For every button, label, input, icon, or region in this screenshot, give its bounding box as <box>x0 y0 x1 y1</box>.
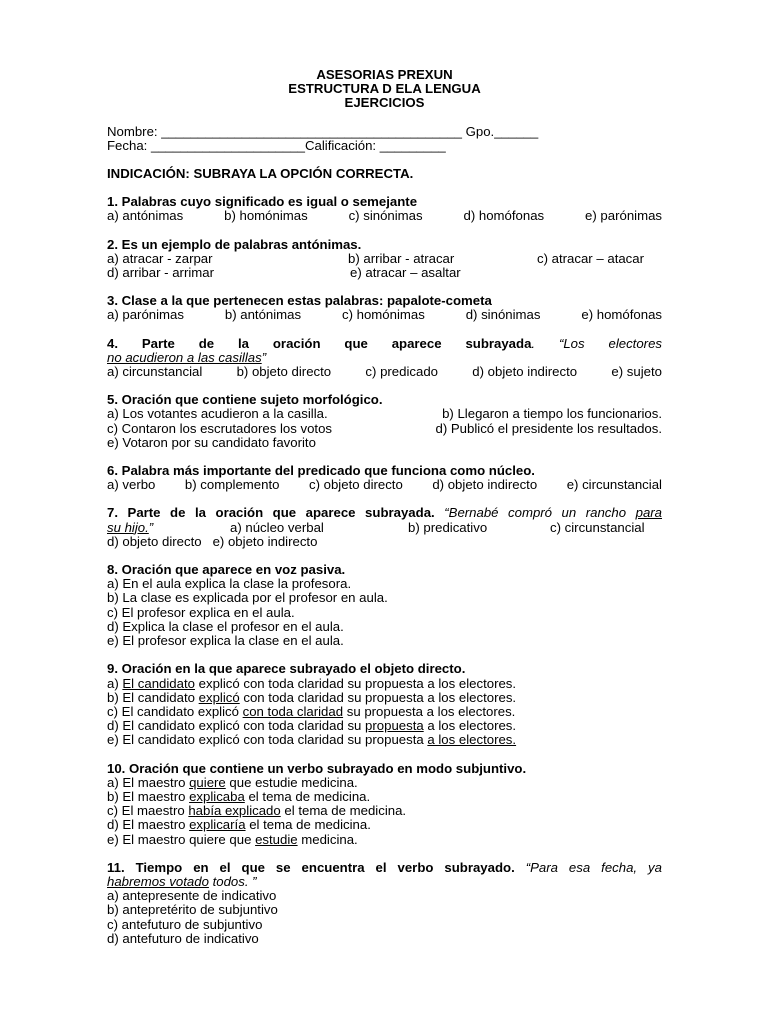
options-row <box>107 521 662 535</box>
option[interactable]: b) El maestro explicaba el tema de medicina. <box>107 788 371 804</box>
option[interactable]: d) Publicó el presidente los resultados. <box>435 420 662 436</box>
question-5 <box>107 393 662 450</box>
options-row <box>107 407 662 421</box>
option[interactable]: c) El profesor explica en el aula. <box>107 604 295 620</box>
option[interactable]: c) objeto directo <box>308 477 403 493</box>
option[interactable]: a) antónimas <box>107 208 184 224</box>
option[interactable]: b) Llegaron a tiempo los funcionarios. <box>442 406 662 422</box>
question-11 <box>107 861 662 946</box>
options-row <box>107 308 662 322</box>
option[interactable]: b) antónimas <box>224 307 302 323</box>
question-line <box>107 337 662 351</box>
option[interactable]: d) objeto indirecto <box>432 477 538 493</box>
question-text: 6. Palabra más importante del predicado que funciona como núcleo. <box>107 463 535 479</box>
option[interactable]: e) objeto indirecto <box>212 533 318 549</box>
question-line <box>107 875 662 889</box>
option[interactable]: e) parónimas <box>585 208 662 224</box>
question-10 <box>107 762 662 847</box>
option[interactable]: b) homónimas <box>224 208 308 224</box>
question-text: 7. Parte de la oración que aparece subrayada. <box>107 505 435 521</box>
quote-end: ” <box>148 519 154 535</box>
option[interactable]: e) homófonas <box>581 307 662 323</box>
question-text: 11. Tiempo en el que se encuentra el verbo subrayado. <box>107 859 515 875</box>
document-header <box>107 68 662 111</box>
question-text: 8. Oración que aparece en voz pasiva. <box>107 562 346 578</box>
question-text: 9. Oración en la que aparece subrayado el objeto directo. <box>107 661 466 677</box>
option[interactable]: b) arribar - atracar <box>348 250 455 266</box>
options-row <box>107 266 662 280</box>
quote-end: ” <box>261 349 267 365</box>
exercise-sheet <box>107 68 662 946</box>
question-line <box>107 506 662 520</box>
options-row <box>107 209 662 223</box>
question-4 <box>107 337 662 380</box>
option[interactable]: d) arribar - arrimar <box>107 265 214 281</box>
question-3 <box>107 294 662 322</box>
question-text: 1. Palabras cuyo significado es igual o semejante <box>107 194 418 210</box>
option[interactable]: e) Votaron por su candidato favorito <box>107 434 316 450</box>
nombre-field[interactable]: Nombre: _________________________________________ Gpo.______ <box>107 123 539 139</box>
question-text: 4. Parte de la oración que aparece subrayada <box>107 335 532 351</box>
option[interactable]: c) sinónimas <box>348 208 423 224</box>
question-2 <box>107 238 662 281</box>
option[interactable]: c) atracar – atacar <box>537 250 645 266</box>
option[interactable]: c) circunstancial <box>550 519 645 535</box>
quote-underlined: para <box>635 505 663 521</box>
option[interactable]: e) atracar – asaltar <box>350 265 461 281</box>
header-line-2: ESTRUCTURA D ELA LENGUA <box>288 81 481 97</box>
option[interactable]: d) Explica la clase el profesor en el aula. <box>107 618 344 634</box>
question-text: 10. Oración que contiene un verbo subrayado en modo subjuntivo. <box>107 760 527 776</box>
options-row <box>107 252 662 266</box>
option[interactable]: e) sujeto <box>611 364 662 380</box>
option[interactable]: d) El maestro explicaría el tema de medicina. <box>107 817 371 833</box>
question-7 <box>107 506 662 549</box>
option[interactable]: b) antepretérito de subjuntivo <box>107 902 278 918</box>
question-line <box>107 861 662 875</box>
question-1 <box>107 195 662 223</box>
option[interactable]: c) predicado <box>365 364 438 380</box>
option[interactable]: e) El maestro quiere que estudie medicina. <box>107 831 358 847</box>
option[interactable]: d) homófonas <box>463 208 545 224</box>
option[interactable]: a) En el aula explica la clase la profesora. <box>107 576 352 592</box>
quote-underlined: habremos votado <box>107 873 209 889</box>
quote-underlined: su hijo. <box>107 519 149 535</box>
option[interactable]: a) atracar - zarpar <box>107 250 213 266</box>
option[interactable]: b) La clase es explicada por el profesor en aula. <box>107 590 388 606</box>
question-text: 2. Es un ejemplo de palabras antónimas. <box>107 236 362 252</box>
option[interactable]: a) parónimas <box>107 307 184 323</box>
fecha-field[interactable]: Fecha: _____________________Calificación: _________ <box>107 137 446 153</box>
quote-start: “Para esa fecha, ya <box>525 859 662 875</box>
options-row <box>107 365 662 379</box>
option[interactable]: a) Los votantes acudieron a la casilla. <box>107 406 328 422</box>
option[interactable]: c) Contaron los escrutadores los votos <box>107 420 333 436</box>
quote-start: . “Los electores <box>531 335 663 351</box>
option[interactable]: e) El candidato explicó con toda claridad su propuesta a los electores. <box>107 732 517 748</box>
options-row <box>107 535 662 549</box>
option[interactable]: a) antepresente de indicativo <box>107 888 277 904</box>
instruction: INDICACIÓN: SUBRAYA LA OPCIÓN CORRECTA. <box>107 166 414 182</box>
student-form <box>107 125 662 153</box>
option[interactable]: e) El profesor explica la clase en el aula. <box>107 633 344 649</box>
quote-start: “Bernabé compró un rancho <box>444 505 636 521</box>
option[interactable]: c) homónimas <box>341 307 425 323</box>
option[interactable]: e) circunstancial <box>566 477 662 493</box>
option[interactable]: c) El candidato explicó con toda claridad su propuesta a los electores. <box>107 703 516 719</box>
quote-underlined: no acudieron a las casillas <box>107 349 262 365</box>
header-line-1: ASESORIAS PREXUN <box>316 67 453 82</box>
option[interactable]: a) El candidato explicó con toda claridad su propuesta a los electores. <box>107 675 517 691</box>
question-text: 3. Clase a la que pertenecen estas palabras: papalote-cometa <box>107 293 492 309</box>
option[interactable]: a) circunstancial <box>107 364 203 380</box>
header-line-3: EJERCICIOS <box>344 95 425 111</box>
option[interactable]: a) verbo <box>107 477 156 493</box>
question-9 <box>107 662 662 747</box>
quote-end: todos. ” <box>208 873 257 889</box>
question-text: 5. Oración que contiene sujeto morfológico. <box>107 392 383 408</box>
option[interactable]: b) complemento <box>184 477 280 493</box>
option[interactable]: d) sinónimas <box>465 307 541 323</box>
option[interactable]: d) objeto directo <box>107 533 202 549</box>
question-line <box>107 351 662 365</box>
option[interactable]: d) objeto indirecto <box>472 364 578 380</box>
option[interactable]: a) El maestro quiere que estudie medicina. <box>107 774 358 790</box>
option[interactable]: b) objeto directo <box>236 364 332 380</box>
question-6 <box>107 464 662 492</box>
option[interactable]: d) El candidato explicó con toda claridad su propuesta a los electores. <box>107 718 517 734</box>
option[interactable]: d) antefuturo de indicativo <box>107 930 259 946</box>
option[interactable]: b) predicativo <box>408 519 488 535</box>
option[interactable]: b) El candidato explicó con toda claridad su propuesta a los electores. <box>107 689 517 705</box>
options-row <box>107 478 662 492</box>
option[interactable]: a) núcleo verbal <box>230 519 324 535</box>
options-row <box>107 422 662 436</box>
question-8 <box>107 563 662 648</box>
option[interactable]: c) El maestro había explicado el tema de medicina. <box>107 803 407 819</box>
option[interactable]: c) antefuturo de subjuntivo <box>107 916 263 932</box>
